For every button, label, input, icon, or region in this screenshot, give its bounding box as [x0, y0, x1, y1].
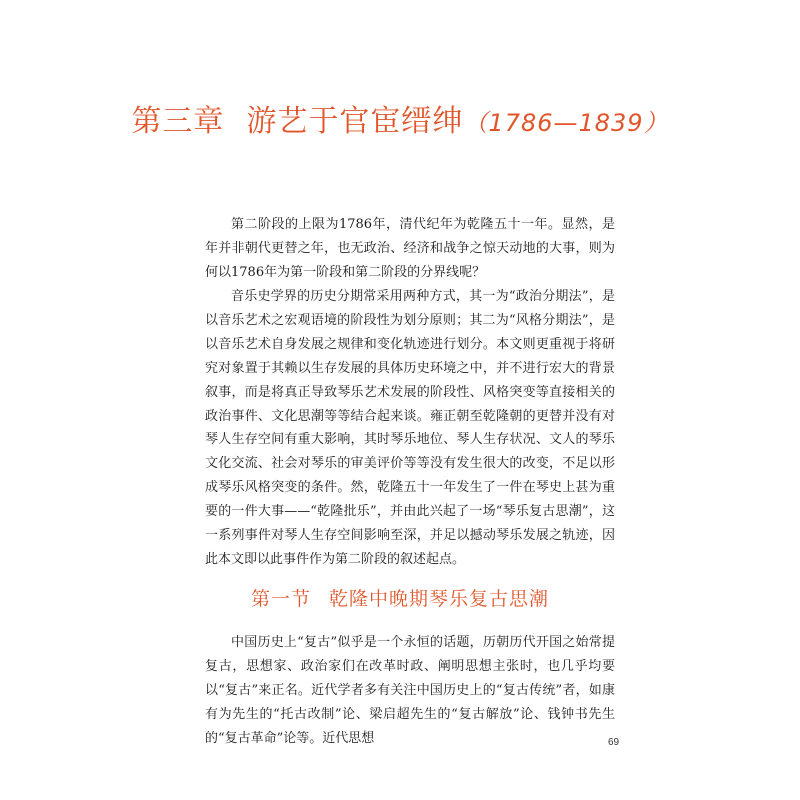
section-title: [0, 585, 800, 613]
intro-paragraph-2: 音乐史学界的历史分期常采用两种方式，其一为“政治分期法”，是以音乐艺术之宏观语境的阶段性为划分原则；其二为“风格分期法”，是以音乐艺术自身发展之规律和变化轨迹进行划分。本文则更重视于将研究对象置于其赖以生存发展的具体历史环境之中，并不进行宏大的背景叙事，而是将真正导致琴乐艺术发展的阶段性、风格突变等直接相关的政治事件、文化思潮等等结合起来谈。雍正朝至乾隆朝的更替并没有对琴人生存空间有重大影响，其时琴乐地位、琴人生存状况、文人的琴乐文化交流、社会对琴乐的审美评价等等没有发生很大的改变，不足以形成琴乐风格突变的条件。然，乾隆五十一年发生了一件在琴史上甚为重要的一件大事——“乾隆批乐”，并由此兴起了一场“琴乐复古思潮”，这一系列事件对琴人生存空间影响至深，并足以撼动琴乐发展之轨迹，因此本文即以此事件作为第二阶段的叙述起点。: [205, 289, 615, 567]
section-name: 乾隆中晚期琴乐复古思潮: [329, 588, 550, 610]
chapter-number: 第三章: [131, 104, 225, 139]
chapter-name: 游艺于官宦缙绅: [246, 104, 464, 139]
page-number: 69: [608, 737, 620, 748]
chapter-years: （1786—1839）: [463, 109, 669, 137]
chapter-title: [0, 102, 800, 143]
intro-paragraph-1: 第二阶段的上限为1786年，清代纪年为乾隆五十一年。显然，是年并非朝代更替之年，也无政治、经济和战争之惊天动地的大事，则为何以1786年为第一阶段和第二阶段的分界线呢？: [205, 217, 615, 280]
section-number: 第一节: [250, 588, 311, 610]
section-paragraph-1: 中国历史上“复古”似乎是一个永恒的话题，历朝历代开国之始常提复古，思想家、政治家们在改革时政、阐明思想主张时，也几乎均要以“复古”来正名。近代学者多有关注中国历史上的“复古传统”者，如康有为先生的“托古改制”论、梁启超先生的“复古解放”论、钱钟书先生的“复古革命”论等。近代思想: [205, 635, 615, 746]
